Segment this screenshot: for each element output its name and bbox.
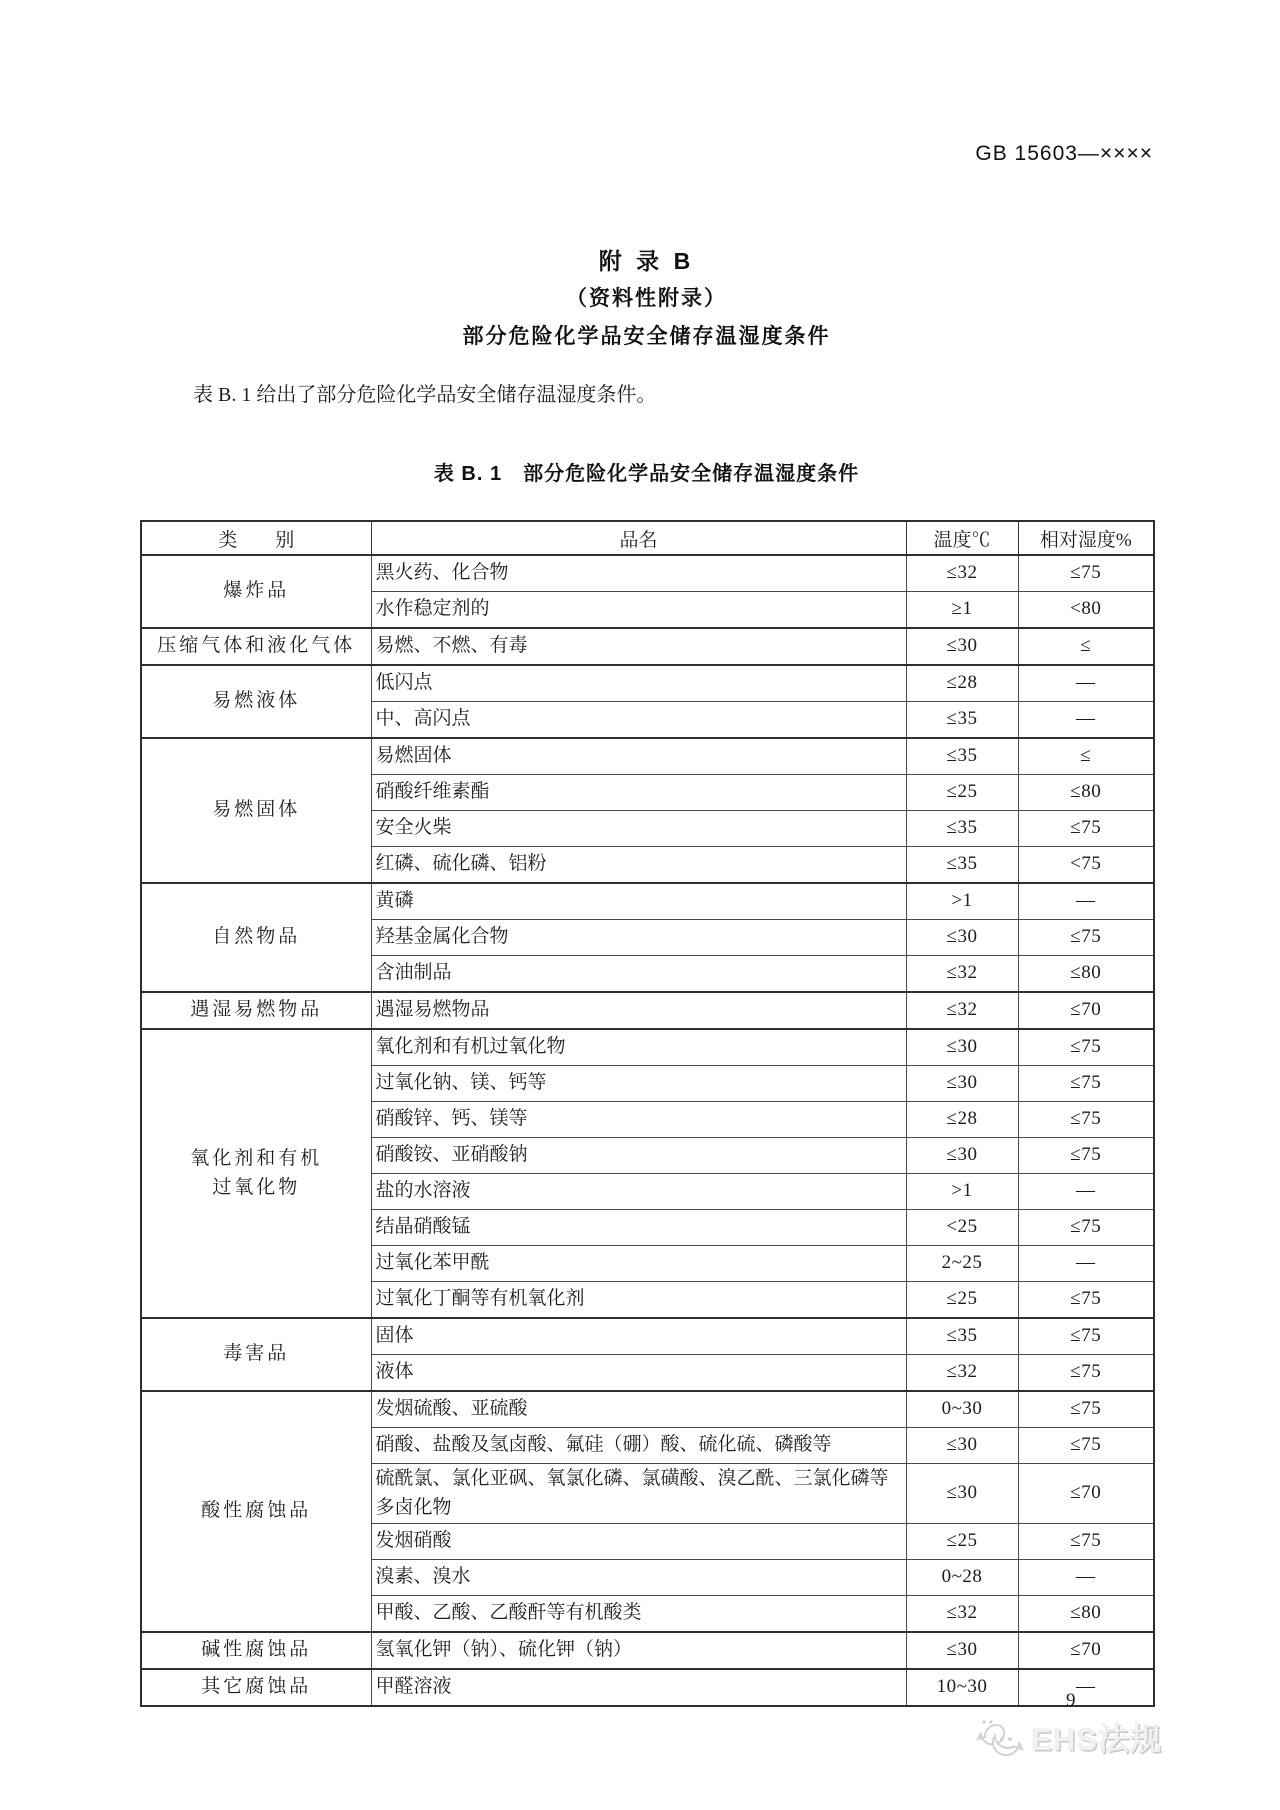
table-row — [141, 665, 1154, 702]
product-name-cell: 黄磷 — [371, 883, 906, 920]
humidity-cell: ≤75 — [1018, 1318, 1154, 1355]
humidity-cell: ≤70 — [1018, 1464, 1154, 1524]
category-cell: 酸性腐蚀品 — [141, 1391, 371, 1632]
humidity-cell: — — [1018, 1560, 1154, 1596]
product-name-cell: 固体 — [371, 1318, 906, 1355]
product-name-cell: 中、高闪点 — [371, 702, 906, 739]
product-name-cell: 硝酸纤维素酯 — [371, 775, 906, 811]
product-name-cell: 甲酸、乙酸、乙酸酐等有机酸类 — [371, 1596, 906, 1633]
product-name-cell: 水作稳定剂的 — [371, 592, 906, 629]
header-category: 类 别 — [141, 521, 371, 555]
table-row — [141, 1669, 1154, 1706]
temperature-cell: 0~30 — [906, 1391, 1018, 1428]
temperature-cell: ≤35 — [906, 738, 1018, 775]
temperature-cell: ≤35 — [906, 702, 1018, 739]
product-name-cell: 红磷、硫化磷、铝粉 — [371, 847, 906, 884]
humidity-cell: <80 — [1018, 592, 1154, 629]
category-cell: 氧化剂和有机 过氧化物 — [141, 1029, 371, 1318]
category-cell: 碱性腐蚀品 — [141, 1632, 371, 1669]
table-row — [141, 1391, 1154, 1428]
humidity-cell: <75 — [1018, 847, 1154, 884]
product-name-cell: 羟基金属化合物 — [371, 920, 906, 956]
table-row — [141, 1318, 1154, 1355]
header-temperature: 温度℃ — [906, 521, 1018, 555]
temperature-cell: ≤30 — [906, 1029, 1018, 1066]
table-row — [141, 1632, 1154, 1669]
humidity-cell: ≤75 — [1018, 1066, 1154, 1102]
temperature-cell: >1 — [906, 883, 1018, 920]
temperature-cell: ≥1 — [906, 592, 1018, 629]
humidity-cell: ≤ — [1018, 738, 1154, 775]
humidity-cell: ≤75 — [1018, 1210, 1154, 1246]
category-cell: 其它腐蚀品 — [141, 1669, 371, 1706]
table-row — [141, 992, 1154, 1029]
humidity-cell: ≤75 — [1018, 920, 1154, 956]
appendix-title: 附 录 B — [598, 248, 695, 274]
humidity-cell: ≤75 — [1018, 1355, 1154, 1392]
temperature-cell: ≤32 — [906, 1355, 1018, 1392]
temperature-cell: >1 — [906, 1174, 1018, 1210]
temperature-cell: ≤35 — [906, 1318, 1018, 1355]
table-row — [141, 738, 1154, 775]
table-header-row — [141, 521, 1154, 555]
temperature-cell: ≤30 — [906, 1138, 1018, 1174]
product-name-cell: 发烟硝酸 — [371, 1524, 906, 1560]
intro-paragraph: 表 B. 1 给出了部分危险化学品安全储存温湿度条件。 — [193, 384, 657, 406]
humidity-cell: ≤70 — [1018, 1632, 1154, 1669]
header-humidity: 相对湿度% — [1018, 521, 1154, 555]
page-number: 9 — [1066, 1690, 1076, 1711]
product-name-cell: 结晶硝酸锰 — [371, 1210, 906, 1246]
category-cell: 压缩气体和液化气体 — [141, 628, 371, 665]
humidity-cell: — — [1018, 883, 1154, 920]
product-name-cell: 易燃、不燃、有毒 — [371, 628, 906, 665]
temperature-cell: ≤30 — [906, 628, 1018, 665]
temperature-cell: ≤32 — [906, 555, 1018, 592]
humidity-cell: — — [1018, 1246, 1154, 1282]
temperature-cell: ≤32 — [906, 956, 1018, 993]
product-name-cell: 低闪点 — [371, 665, 906, 702]
product-name-cell: 盐的水溶液 — [371, 1174, 906, 1210]
temperature-cell: ≤25 — [906, 1524, 1018, 1560]
product-name-cell: 氢氧化钾（钠）、硫化钾（钠） — [371, 1632, 906, 1669]
category-cell: 易燃固体 — [141, 738, 371, 883]
category-cell: 爆炸品 — [141, 555, 371, 628]
doc-code: GB 15603—×××× — [975, 142, 1153, 165]
product-name-cell: 安全火柴 — [371, 811, 906, 847]
temperature-cell: ≤25 — [906, 775, 1018, 811]
humidity-cell: — — [1018, 1669, 1154, 1706]
humidity-cell: — — [1018, 702, 1154, 739]
appendix-subtitle: （资料性附录） — [566, 287, 727, 310]
product-name-cell: 遇湿易燃物品 — [371, 992, 906, 1029]
humidity-cell: ≤80 — [1018, 956, 1154, 993]
humidity-cell: ≤80 — [1018, 775, 1154, 811]
temperature-cell: ≤30 — [906, 1632, 1018, 1669]
humidity-cell: ≤70 — [1018, 992, 1154, 1029]
temperature-cell: ≤28 — [906, 1102, 1018, 1138]
product-name-cell: 黑火药、化合物 — [371, 555, 906, 592]
temperature-cell: ≤35 — [906, 847, 1018, 884]
table-row — [141, 1029, 1154, 1066]
temperature-cell: <25 — [906, 1210, 1018, 1246]
product-name-cell: 过氧化苯甲酰 — [371, 1246, 906, 1282]
temperature-cell: ≤30 — [906, 1464, 1018, 1524]
humidity-cell: ≤80 — [1018, 1596, 1154, 1633]
humidity-cell: ≤75 — [1018, 1029, 1154, 1066]
table-row — [141, 555, 1154, 592]
humidity-cell: — — [1018, 665, 1154, 702]
product-name-cell: 易燃固体 — [371, 738, 906, 775]
wechat-bubbles-icon — [973, 1712, 1025, 1761]
product-name-cell: 含油制品 — [371, 956, 906, 993]
humidity-cell: ≤75 — [1018, 1391, 1154, 1428]
product-name-cell: 溴素、溴水 — [371, 1560, 906, 1596]
category-cell: 易燃液体 — [141, 665, 371, 738]
humidity-cell: ≤75 — [1018, 555, 1154, 592]
temperature-cell: 0~28 — [906, 1560, 1018, 1596]
temperature-cell: ≤30 — [906, 1428, 1018, 1464]
product-name-cell: 液体 — [371, 1355, 906, 1392]
watermark — [973, 1712, 1162, 1761]
product-name-cell: 硝酸锌、钙、镁等 — [371, 1102, 906, 1138]
header-product-name: 品名 — [371, 521, 906, 555]
product-name-cell: 氧化剂和有机过氧化物 — [371, 1029, 906, 1066]
temperature-cell: ≤35 — [906, 811, 1018, 847]
temperature-cell: ≤28 — [906, 665, 1018, 702]
humidity-cell: ≤75 — [1018, 1428, 1154, 1464]
product-name-cell: 过氧化丁酮等有机氧化剂 — [371, 1282, 906, 1319]
storage-conditions-table — [140, 520, 1155, 1707]
humidity-cell: ≤75 — [1018, 1102, 1154, 1138]
product-name-cell: 硫酰氯、氯化亚砜、氧氯化磷、氯磺酸、溴乙酰、三氯化磷等多卤化物 — [371, 1464, 906, 1524]
product-name-cell: 硝酸、盐酸及氢卤酸、氟硅（硼）酸、硫化硫、磷酸等 — [371, 1428, 906, 1464]
temperature-cell: ≤30 — [906, 1066, 1018, 1102]
temperature-cell: ≤30 — [906, 920, 1018, 956]
appendix-heading: 部分危险化学品安全储存温湿度条件 — [462, 325, 831, 348]
category-cell: 自然物品 — [141, 883, 371, 992]
storage-table-body — [141, 555, 1154, 1706]
table-caption: 表 B. 1 部分危险化学品安全储存温湿度条件 — [433, 463, 860, 485]
product-name-cell: 硝酸铵、亚硝酸钠 — [371, 1138, 906, 1174]
product-name-cell: 过氧化钠、镁、钙等 — [371, 1066, 906, 1102]
humidity-cell: ≤75 — [1018, 811, 1154, 847]
humidity-cell: ≤ — [1018, 628, 1154, 665]
humidity-cell: ≤75 — [1018, 1138, 1154, 1174]
table-row — [141, 628, 1154, 665]
humidity-cell: ≤75 — [1018, 1524, 1154, 1560]
temperature-cell: 2~25 — [906, 1246, 1018, 1282]
product-name-cell: 发烟硫酸、亚硫酸 — [371, 1391, 906, 1428]
temperature-cell: 10~30 — [906, 1669, 1018, 1706]
table-row — [141, 883, 1154, 920]
category-cell: 毒害品 — [141, 1318, 371, 1391]
temperature-cell: ≤25 — [906, 1282, 1018, 1319]
humidity-cell: ≤75 — [1018, 1282, 1154, 1319]
humidity-cell: — — [1018, 1174, 1154, 1210]
product-name-cell: 甲醛溶液 — [371, 1669, 906, 1706]
category-cell: 遇湿易燃物品 — [141, 992, 371, 1029]
temperature-cell: ≤32 — [906, 1596, 1018, 1633]
watermark-text: EHS法规 — [1031, 1722, 1162, 1757]
temperature-cell: ≤32 — [906, 992, 1018, 1029]
